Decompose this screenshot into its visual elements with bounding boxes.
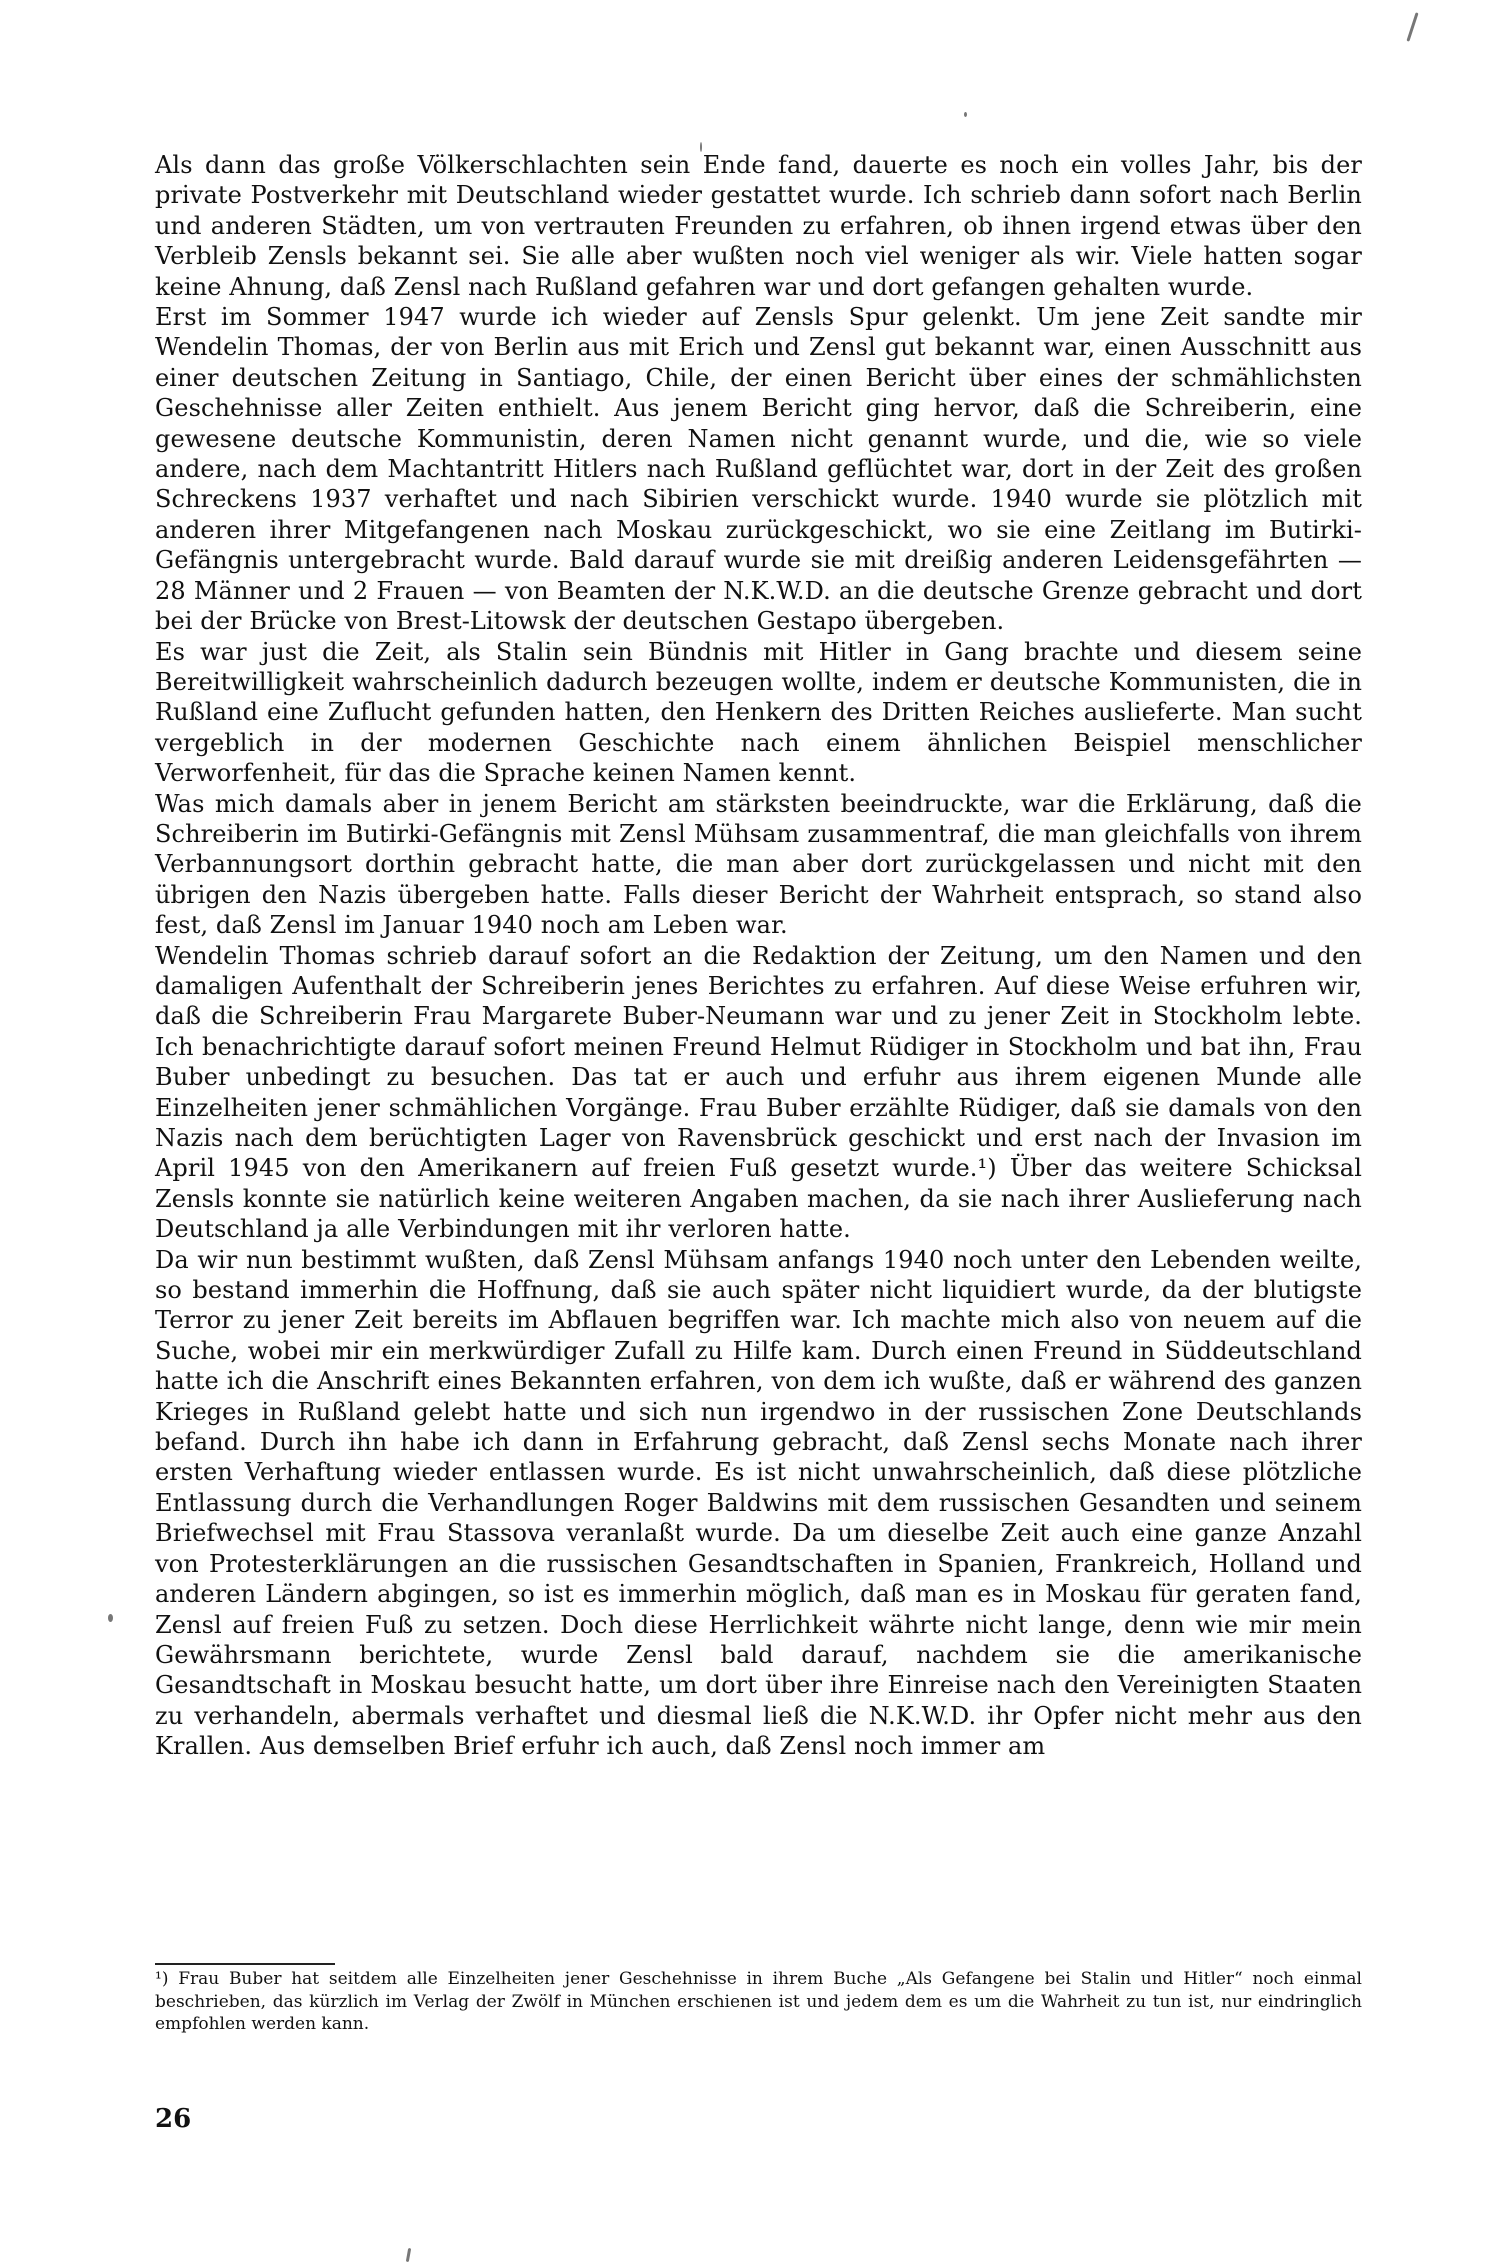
paragraph-3: Es war just die Zeit, als Stalin sein Bündnis mit Hitler in Gang brachte und diesem seine Bereitwilligkeit wahrscheinlich dadurch bezeugen wollte, indem er deutsche Kommunisten, die in Rußland eine Zuflucht gefunden hatten, den Henkern des Dritten Reiches auslieferte. Man sucht vergeblich in der modernen Geschichte nach einem ähnlichen Beispiel menschlicher Verworfenheit, für das die Sprache keinen Namen kennt. <box>155 637 1362 788</box>
margin-bullet-mark <box>108 1614 113 1622</box>
paragraph-5: Wendelin Thomas schrieb darauf sofort an die Redaktion der Zeitung, um den Namen und den damaligen Aufenthalt der Schreiberin jenes Berichtes zu erfahren. Auf diese Weise erfuhren wir, daß die Schreiberin Frau Margarete Buber-Neumann war und zu jener Zeit in Stockholm lebte. Ich benachrichtigte darauf sofort meinen Freund Helmut Rüdiger in Stockholm und bat ihn, Frau Buber unbedingt zu besuchen. Das tat er auch und erfuhr aus ihrem eigenen Munde alle Einzelheiten jener schmählichen Vorgänge. Frau Buber erzählte Rüdiger, daß sie damals von den Nazis nach dem berüchtigten Lager von Ravensbrück geschickt und erst nach der Invasion im April 1945 von den Amerikanern auf freien Fuß gesetzt wurde.¹) Über das weitere Schicksal Zensls konnte sie natürlich keine weiteren Angaben machen, da sie nach ihrer Auslieferung nach Deutschland ja alle Verbindungen mit ihr verloren hatte. <box>155 941 1362 1244</box>
paragraph-1: Als dann das große Völkerschlachten sein Ende fand, dauerte es noch ein volles Jahr, bis der private Postverkehr mit Deutschland wieder gestattet wurde. Ich schrieb dann sofort nach Berlin und anderen Städten, um von vertrauten Freunden zu erfahren, ob ihnen irgend etwas über den Verbleib Zensls bekannt sei. Sie alle aber wußten noch viel weniger als wir. Viele hatten sogar keine Ahnung, daß Zensl nach Rußland gefahren war und dort gefangen gehalten wurde. <box>155 151 1362 301</box>
footnote: ¹) Frau Buber hat seitdem alle Einzelheiten jener Geschehnisse in ihrem Buche „Als Gefangene bei Stalin und Hitler“ noch einmal beschrieben, das kürzlich im Verlag der Zwölf in München erschienen ist und jedem dem es um die Wahrheit zu tun ist, nur eindringlich empfohlen werden kann. <box>155 1969 1362 2035</box>
scan-speck <box>964 112 967 117</box>
scan-mark <box>406 2248 411 2262</box>
paragraph-2: Erst im Sommer 1947 wurde ich wieder auf Zensls Spur gelenkt. Um jene Zeit sandte mir Wendelin Thomas, der von Berlin aus mit Erich und Zensl gut bekannt war, einen Ausschnitt aus einer deutschen Zeitung in Santiago, Chile, der einen Bericht über eines der schmählichsten Geschehnisse aller Zeiten enthielt. Aus jenem Bericht ging hervor, daß die Schreiberin, eine gewesene deutsche Kommunistin, deren Namen nicht genannt wurde, und die, wie so viele andere, nach dem Machtantritt Hitlers nach Rußland geflüchtet war, dort in der Zeit des großen Schreckens 1937 verhaftet und nach Sibirien verschickt wurde. 1940 wurde sie plötzlich mit anderen ihrer Mitgefangenen nach Moskau zurückgeschickt, wo sie eine Zeitlang im Butirki-Gefängnis untergebracht wurde. Bald darauf wurde sie mit dreißig anderen Leidensgefährten — 28 Männer und 2 Frauen — von Beamten der N.K.W.D. an die deutsche Grenze gebracht und dort bei der Brücke von Brest-Litowsk der deutschen Gestapo übergeben. <box>155 303 1362 636</box>
paragraph-6: Da wir nun bestimmt wußten, daß Zensl Mühsam anfangs 1940 noch unter den Lebenden weilte, so bestand immerhin die Hoffnung, daß sie auch später nicht liquidiert wurde, da der blutigste Terror zu jener Zeit bereits im Abflauen begriffen war. Ich machte mich also von neuem auf die Suche, wobei mir ein merkwürdiger Zufall zu Hilfe kam. Durch einen Freund in Süddeutschland hatte ich die Anschrift eines Bekannten erfahren, von dem ich wußte, daß er während des ganzen Krieges in Rußland gelebt hatte und sich nun irgendwo in der russischen Zone Deutschlands befand. Durch ihn habe ich dann in Erfahrung gebracht, daß Zensl sechs Monate nach ihrer ersten Verhaftung wieder entlassen wurde. Es ist nicht unwahrscheinlich, daß diese plötzliche Entlassung durch die Verhandlungen Roger Baldwins mit dem russischen Gesandten und seinem Briefwechsel mit Frau Stassova veranlaßt wurde. Da um dieselbe Zeit auch eine ganze Anzahl von Protesterklärungen an die russischen Gesandtschaften in Spanien, Frankreich, Holland und anderen Ländern abgingen, so ist es immerhin möglich, daß man es in Moskau für geraten fand, Zensl auf freien Fuß zu setzen. Doch diese Herrlichkeit währte nicht lange, denn wie mir mein Gewährsmann berichtete, wurde Zensl bald darauf, nachdem sie die amerikanische Gesandtschaft in Moskau besucht hatte, um dort über ihre Einreise nach den Vereinigten Staaten zu verhandeln, abermals verhaftet und diesmal ließ die N.K.W.D. ihr Opfer nicht mehr aus den Krallen. Aus demselben Brief erfuhr ich auch, daß Zensl noch immer am <box>155 1245 1362 1761</box>
footnote-divider <box>155 1963 335 1965</box>
page-number: 26 <box>155 2104 192 2134</box>
scan-mark <box>1406 12 1418 41</box>
main-text <box>155 150 1362 1761</box>
paragraph-4: Was mich damals aber in jenem Bericht am stärksten beeindruckte, war die Erklärung, daß die Schreiberin im Butirki-Gefängnis mit Zensl Mühsam zusammentraf, die man gleichfalls von ihrem Verbannungsort dorthin gebracht hatte, die man aber dort zurückgelassen und nicht mit den übrigen den Nazis übergeben hatte. Falls dieser Bericht der Wahrheit entsprach, so stand also fest, daß Zensl im Januar 1940 noch am Leben war. <box>155 789 1362 940</box>
